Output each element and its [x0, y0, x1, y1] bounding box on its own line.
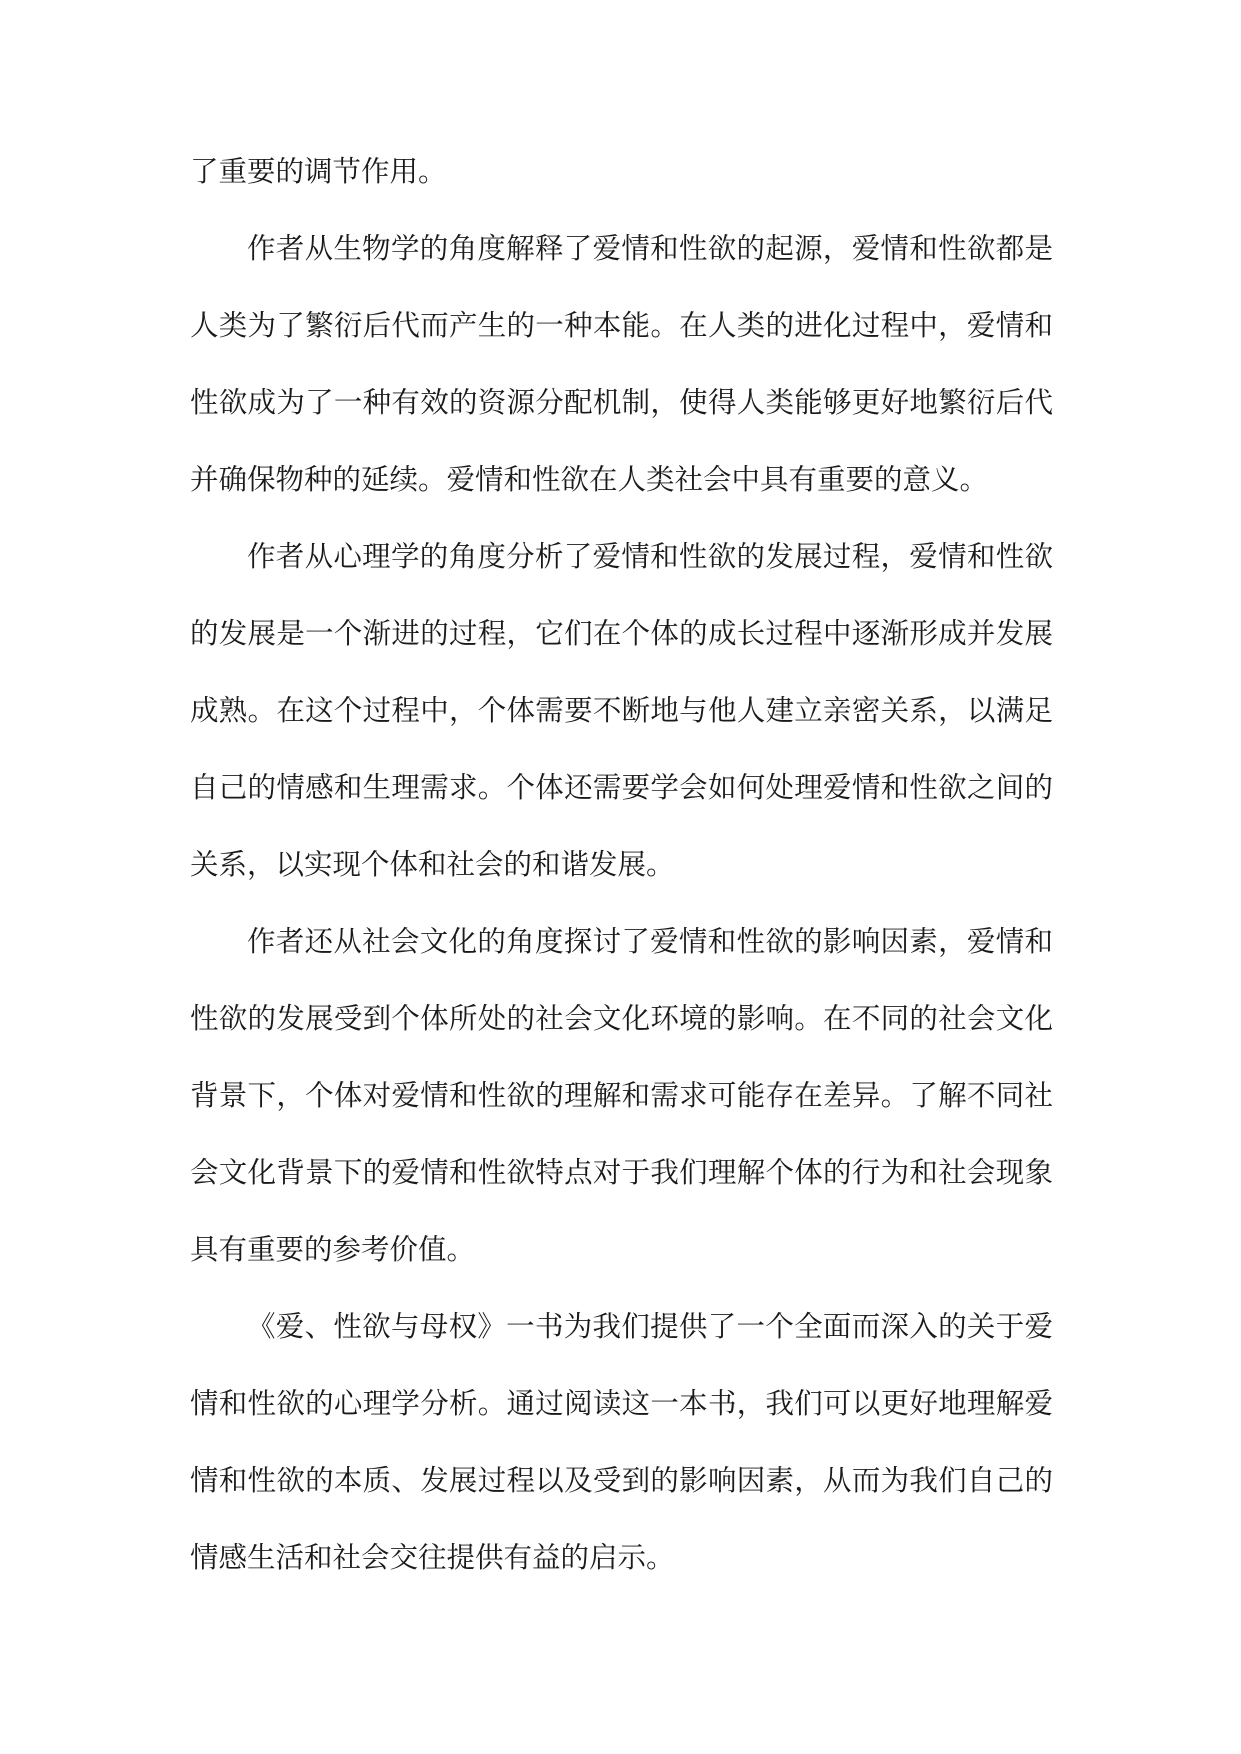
paragraph-psychology: 作者从心理学的角度分析了爱情和性欲的发展过程，爱情和性欲的发展是一个渐进的过程，它们在个体的成长过程中逐渐形成并发展成熟。在这个过程中，个体需要不断地与他人建立亲密关系，以满足自己的情感和生理需求。个体还需要学会如何处理爱情和性欲之间的关系，以实现个体和社会的和谐发展。 — [190, 540, 1053, 881]
document-body — [190, 133, 1053, 1596]
paragraph-biology: 作者从生物学的角度解释了爱情和性欲的起源，爱情和性欲都是人类为了繁衍后代而产生的一种本能。在人类的进化过程中，爱情和性欲成为了一种有效的资源分配机制，使得人类能够更好地繁衍后代并确保物种的延续。爱情和性欲在人类社会中具有重要的意义。 — [190, 232, 1053, 496]
paragraph-continuation: 了重要的调节作用。 — [190, 155, 447, 188]
paragraph-conclusion: 《爱、性欲与母权》一书为我们提供了一个全面而深入的关于爱情和性欲的心理学分析。通过阅读这一本书，我们可以更好地理解爱情和性欲的本质、发展过程以及受到的影响因素，从而为我们自己的情感生活和社会交往提供有益的启示。 — [190, 1310, 1053, 1574]
paragraph-sociocultural: 作者还从社会文化的角度探讨了爱情和性欲的影响因素，爱情和性欲的发展受到个体所处的社会文化环境的影响。在不同的社会文化背景下，个体对爱情和性欲的理解和需求可能存在差异。了解不同社会文化背景下的爱情和性欲特点对于我们理解个体的行为和社会现象具有重要的参考价值。 — [190, 925, 1053, 1266]
